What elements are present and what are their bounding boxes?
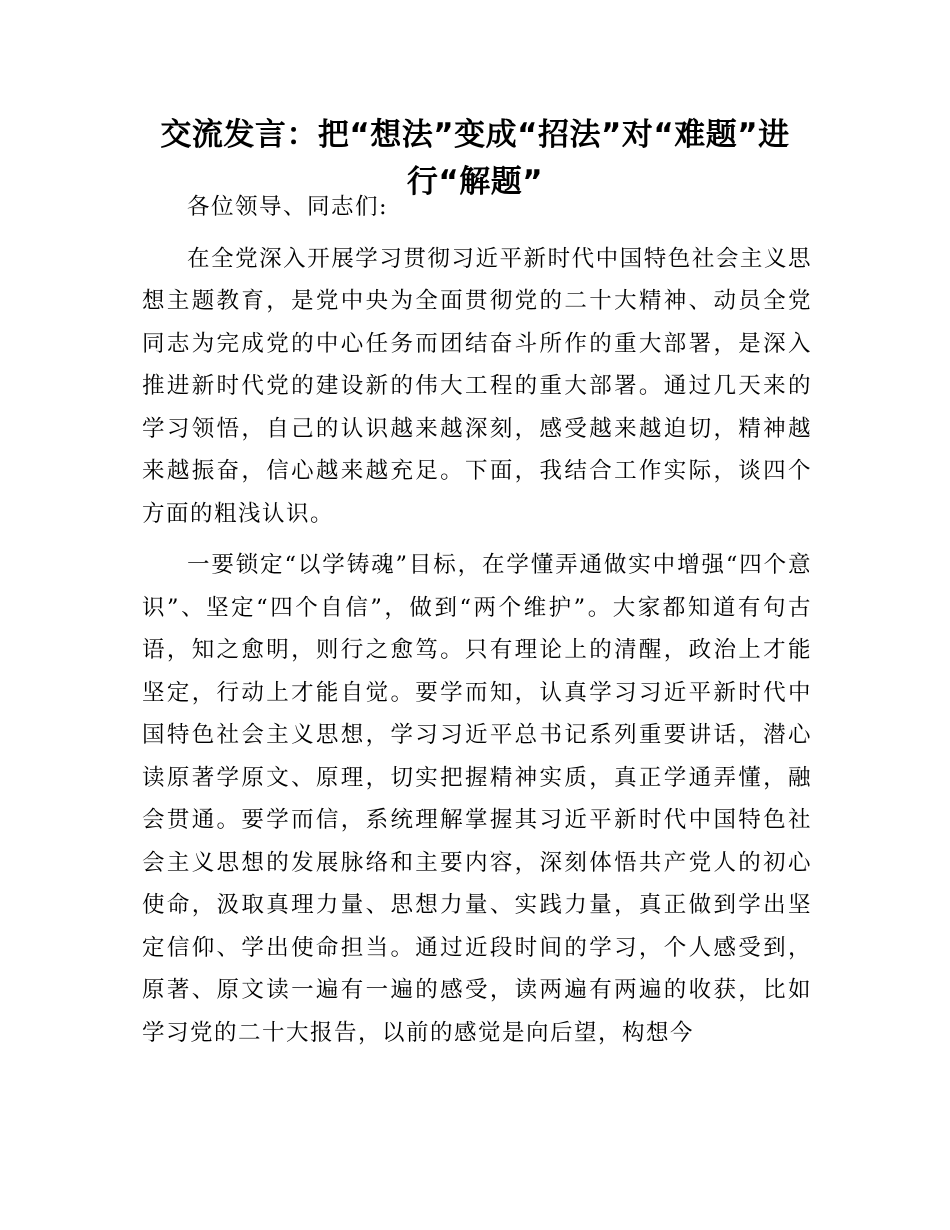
body-paragraph: 一要锁定“以学铸魂”目标，在学懂弄通做实中增强“四个意识”、坚定“四个自信”，做到“两个维护”。大家都知道有句古语，知之愈明，则行之愈笃。只有理论上的清醒，政治上才能坚定，行动上才能自觉。要学而知，认真学习习近平新时代中国特色社会主义思想，学习习近平总书记系列重要讲话，潜心读原著学原文、原理，切实把握精神实质，真正学通弄懂，融会贯通。要学而信，系统理解掌握其习近平新时代中国特色社会主义思想的发展脉络和主要内容，深刻体悟共产党人的初心使命，汲取真理力量、思想力量、实践力量，真正做到学出坚定信仰、学出使命担当。通过近段时间的学习，个人感受到，原著、原文读一遍有一遍的感受，读两遍有两遍的收获，比如学习党的二十大报告，以前的感觉是向后望，构想今 bbox=[142, 552, 812, 1046]
salutation: 各位领导、同志们: bbox=[187, 194, 389, 220]
document-body bbox=[142, 186, 812, 1063]
document-title: 交流发言：把“想法”变成“招法”对“难题”进行“解题” bbox=[160, 117, 790, 200]
body-paragraph: 在全党深入开展学习贯彻习近平新时代中国特色社会主义思想主题教育，是党中央为全面贯彻党的二十大精神、动员全党同志为完成党的中心任务而团结奋斗所作的重大部署，是深入推进新时代党的建设新的伟大工程的重大部署。通过几天来的学习领悟，自己的认识越来越深刻，感受越来越迫切，精神越来越振奋，信心越来越充足。下面，我结合工作实际，谈四个方面的粗浅认识。 bbox=[142, 245, 812, 527]
